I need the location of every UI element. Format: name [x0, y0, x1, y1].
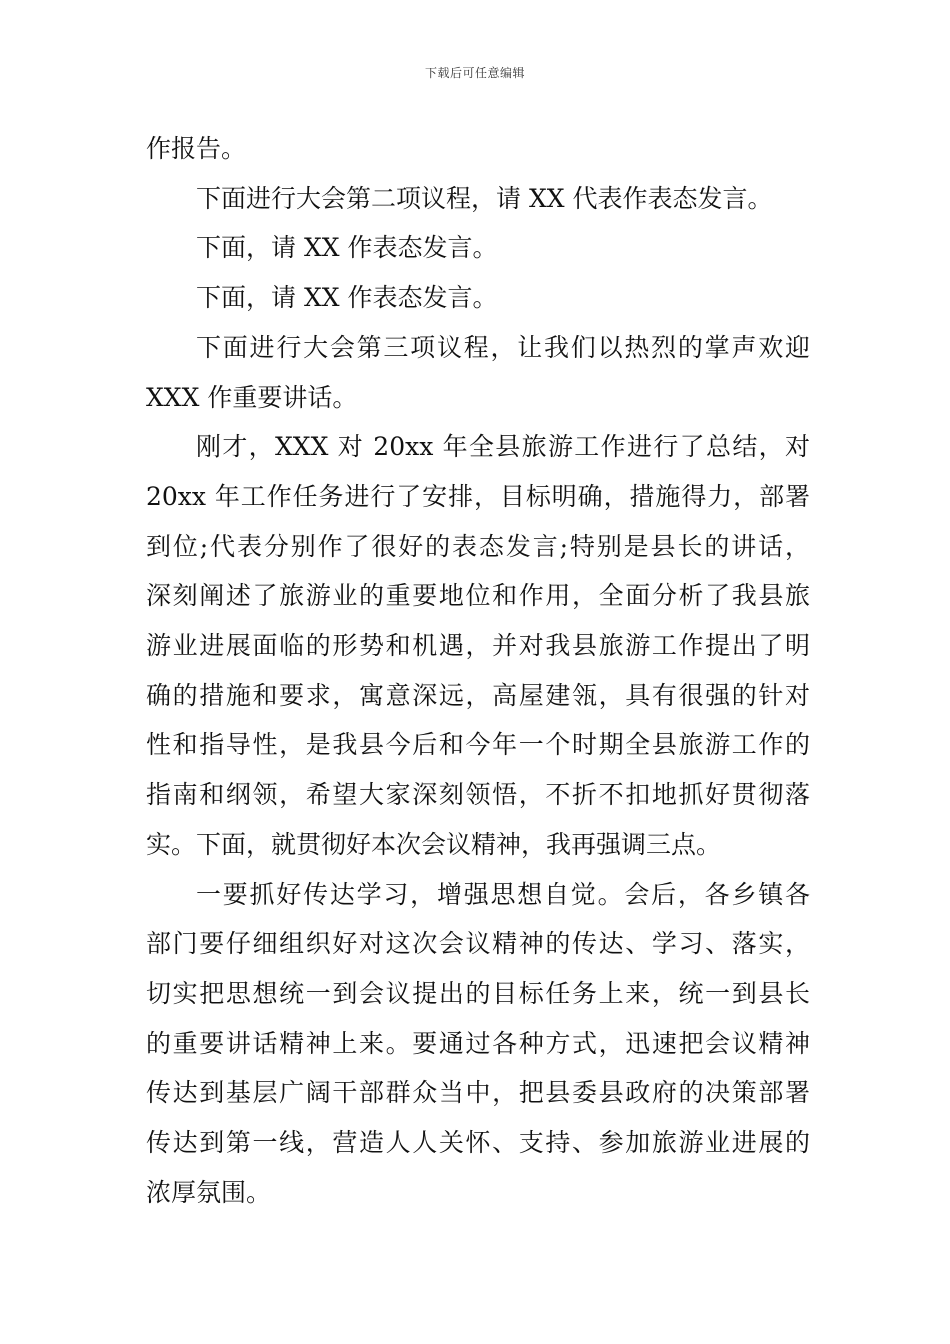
text-line: 一要抓好传达学习，增强思想自觉。会后，各乡镇各 [196, 879, 810, 909]
text-line: 切实把思想统一到会议提出的目标任务上来，统一到县长 [146, 978, 810, 1008]
paragraph-3 [146, 223, 810, 273]
text-line: 深刻阐述了旅游业的重要地位和作用，全面分析了我县旅 [146, 581, 810, 611]
page-header: 下载后可任意编辑 [424, 66, 525, 80]
text-line: 确的措施和要求，寓意深远，高屋建瓴，具有很强的针对 [146, 680, 810, 710]
text-line: 部门要仔细组织好对这次会议精神的传达、学习、落实， [146, 929, 810, 959]
text-line: 20xx 年工作任务进行了安排，目标明确，措施得力，部署 [146, 481, 810, 511]
text-line: 浓厚氛围。 [146, 1177, 272, 1207]
text-line: 下面进行大会第三项议程，让我们以热烈的掌声欢迎 [196, 332, 810, 362]
text-line: 下面，请 XX 作表态发言。 [196, 233, 498, 263]
text-line: 性和指导性，是我县今后和今年一个时期全县旅游工作的 [146, 730, 810, 760]
text-line: 下面，请 XX 作表态发言。 [196, 283, 498, 313]
text-line: 下面进行大会第二项议程，请 XX 代表作表态发言。 [196, 183, 773, 213]
text-line: XXX 作重要讲话。 [146, 382, 358, 412]
text-line: 指南和纲领，希望大家深刻领悟，不折不扣地抓好贯彻落 [146, 780, 810, 810]
text-line: 作报告。 [146, 134, 247, 163]
text-line: 传达到第一线，营造人人关怀、支持、参加旅游业进展的 [146, 1128, 810, 1158]
text-line: 刚才，XXX 对 20xx 年全县旅游工作进行了总结，对 [196, 432, 810, 462]
paragraph-7 [146, 870, 810, 1218]
document-body [146, 124, 810, 1217]
text-line: 的重要讲话精神上来。要通过各种方式，迅速把会议精神 [146, 1028, 810, 1058]
paragraph-2 [146, 174, 810, 224]
paragraph-5 [146, 323, 810, 422]
text-line: 到位;代表分别作了很好的表态发言;特别是县长的讲话， [146, 531, 810, 561]
text-line: 传达到基层广阔干部群众当中，把县委县政府的决策部署 [146, 1078, 810, 1108]
text-line: 实。下面，就贯彻好本次会议精神，我再强调三点。 [146, 829, 722, 859]
paragraph-4 [146, 273, 810, 323]
paragraph-1 [146, 124, 810, 174]
paragraph-6 [146, 422, 810, 869]
text-line: 游业进展面临的形势和机遇，并对我县旅游工作提出了明 [146, 631, 810, 661]
